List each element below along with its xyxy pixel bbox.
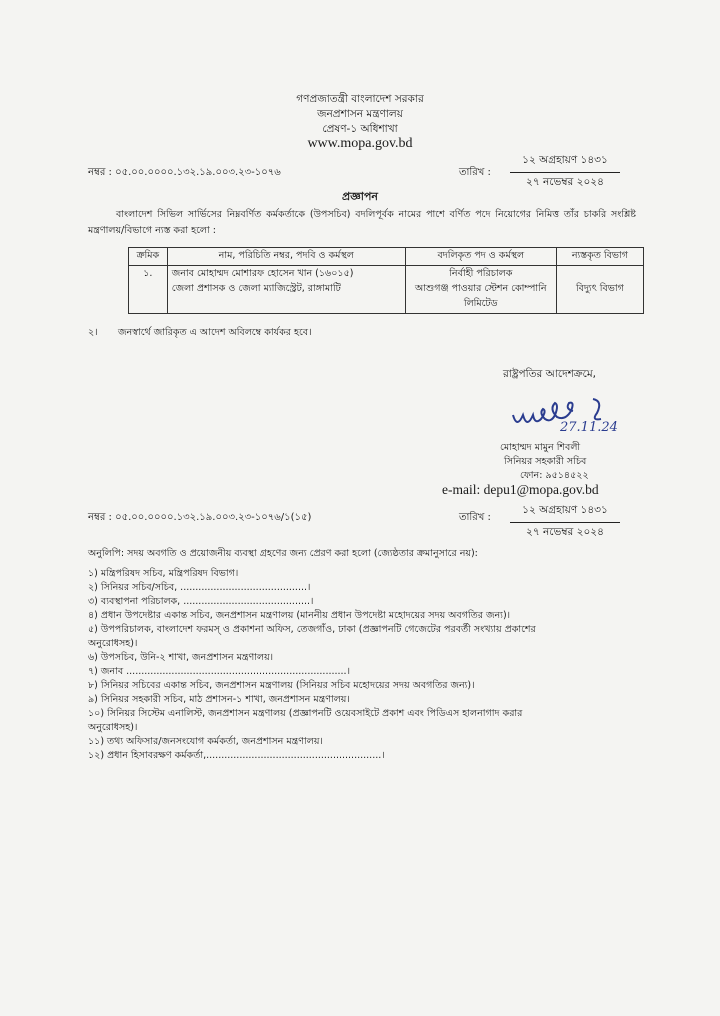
- list-item: ২) সিনিয়র সচিব/সচিব, ..........................................।: [88, 582, 311, 593]
- new-post-line-2: আশুগঞ্জ পাওয়ার স্টেশন কোম্পানি: [414, 283, 547, 294]
- col-serial: ক্রমিক: [129, 248, 168, 266]
- date-rule: [510, 172, 620, 173]
- col-name: নাম, পরিচিতি নম্বর, পদবি ও কর্মস্থল: [167, 248, 405, 266]
- email-label: e-mail:: [442, 482, 481, 497]
- list-item: ১০) সিনিয়র সিস্টেম এনালিস্ট, জনপ্রশাসন মন্ত্রণালয় (প্রজ্ঞাপনটি ওয়েবসাইটে প্রকাশ এবং পিডিএস হালনাগাদ করার: [88, 708, 523, 719]
- list-item: ৬) উপসচিব, উনি-২ শাখা, জনপ্রশাসন মন্ত্রণালয়।: [88, 652, 274, 663]
- row-name: [167, 266, 405, 314]
- memo-number: নম্বর : ০৫.০০.০০০০.১৩২.১৯.০০৩.২৩-১০৭৬: [88, 167, 281, 178]
- list-item: ১১) তথ্য অফিসার/জনসংযোগ কর্মকর্তা, জনপ্রশাসন মন্ত্রণালয়।: [88, 736, 323, 747]
- list-item: ৩) ব্যবস্থাপনা পরিচালক, ..........................................।: [88, 596, 314, 607]
- new-post-line-3: লিমিটেড: [463, 298, 498, 309]
- date-block-2: [510, 503, 620, 542]
- list-item: অনুরোধসহ)।: [88, 722, 138, 733]
- signatory-name: মোহাম্মদ মামুন শিবলী: [500, 442, 581, 453]
- row-new-post: [405, 266, 556, 314]
- list-item: ৭) জনাব .........................................................................।: [88, 666, 350, 677]
- signatory-designation: সিনিয়র সহকারী সচিব: [504, 456, 587, 467]
- order-line: রাষ্ট্রপতির আদেশক্রমে,: [503, 368, 596, 380]
- date-block: [510, 153, 620, 192]
- header-line-1: গণপ্রজাতন্ত্রী বাংলাদেশ সরকার: [296, 93, 424, 105]
- date-bangla-2: ১২ অগ্রহায়ণ ১৪৩১: [522, 504, 608, 516]
- new-post-line-1: নির্বাহী পরিচালক: [449, 268, 513, 279]
- row-division: বিদ্যুৎ বিভাগ: [556, 266, 643, 314]
- signature-image: [505, 393, 635, 445]
- page-title: প্রজ্ঞাপন: [342, 190, 378, 203]
- website-link[interactable]: www.mopa.gov.bd: [307, 136, 413, 151]
- list-item: ৯) সিনিয়র সহকারী সচিব, মাঠ প্রশাসন-১ শাখা, জনপ্রশাসন মন্ত্রণালয়।: [88, 694, 350, 705]
- date-english-2: ২৭ নভেম্বর ২০২৪: [526, 526, 604, 538]
- para-2-text: জনস্বার্থে জারিকৃত এ আদেশ অবিলম্বে কার্যকর হবে।: [118, 327, 312, 338]
- email-link[interactable]: depu1@mopa.gov.bd: [483, 482, 599, 497]
- signatory-phone: ফোন: ৯৫১৪৫২২: [520, 470, 589, 481]
- officer-current-post: জেলা প্রশাসক ও জেলা ম্যাজিস্ট্রেট, রাঙ্গামাটি: [171, 283, 341, 294]
- posting-table: [128, 247, 644, 314]
- date-label-2: তারিখ :: [459, 512, 491, 523]
- header-line-2: জনপ্রশাসন মন্ত্রণালয়: [317, 108, 403, 120]
- list-item: অনুরোধসহ)।: [88, 638, 138, 649]
- list-item: ৫) উপপরিচালক, বাংলাদেশ ফরমস্ ও প্রকাশনা অফিস, তেজগাঁও, ঢাকা (প্রজ্ঞাপনটি গেজেটের পরবর্তী সংখ্যায় প্রকাশের: [88, 624, 536, 635]
- memo-number-2: নম্বর : ০৫.০০.০০০০.১৩২.১৯.০০৩.২৩-১০৭৬/১(১৫): [88, 512, 312, 523]
- date-english: ২৭ নভেম্বর ২০২৪: [526, 176, 604, 188]
- copy-intro: অনুলিপি: সদয় অবগতি ও প্রয়োজনীয় ব্যবস্থা গ্রহণের জন্য প্রেরণ করা হলো (জ্যেষ্ঠতার ক্রমানুসারে নয়):: [88, 548, 478, 559]
- copy-list: [88, 567, 648, 763]
- date-bangla: ১২ অগ্রহায়ণ ১৪৩১: [522, 154, 608, 166]
- list-item: ৪) প্রধান উপদেষ্টার একান্ত সচিব, জনপ্রশাসন মন্ত্রণালয় (মাননীয় প্রধান উপদেষ্টা মহোদয়ের সদয় অবগতির জন্য)।: [88, 610, 511, 621]
- signature-date: 27.11.24: [560, 420, 618, 435]
- header-line-3: প্রেষণ-১ অধিশাখা: [322, 123, 398, 135]
- officer-name: জনাব মোহাম্মদ মোশারফ হোসেন খান (১৬০১৫): [171, 268, 354, 279]
- list-item: ১) মন্ত্রিপরিষদ সচিব, মন্ত্রিপরিষদ বিভাগ।: [88, 568, 239, 579]
- para-2-number: ২।: [88, 327, 98, 338]
- table-row: [129, 266, 644, 314]
- email-line: [442, 482, 599, 498]
- row-serial: ১.: [129, 266, 168, 314]
- body-paragraph: বাংলাদেশ সিভিল সার্ভিসের নিম্নবর্ণিত কর্মকর্তাকে (উপসচিব) বদলিপূর্বক নামের পাশে বর্ণিত পদে নিয়োগের নিমিত্ত তাঁর চাকরি সংশ্লিষ্ট মন্ত্রণালয়/বিভাগে ন্যস্ত করা হলো :: [88, 209, 636, 236]
- date-rule-2: [510, 522, 620, 523]
- list-item: ১২) প্রধান হিসাবরক্ষণ কর্মকর্তা,..........................................................।: [88, 750, 385, 761]
- col-division: ন্যস্তকৃত বিভাগ: [556, 248, 643, 266]
- date-label: তারিখ :: [459, 167, 491, 178]
- list-item: ৮) সিনিয়র সচিবের একান্ত সচিব, জনপ্রশাসন মন্ত্রণালয় (সিনিয়র সচিব মহোদয়ের সদয় অবগতির জন্য)।: [88, 680, 475, 691]
- col-post: বদলিকৃত পদ ও কর্মস্থল: [405, 248, 556, 266]
- table-header-row: [129, 248, 644, 266]
